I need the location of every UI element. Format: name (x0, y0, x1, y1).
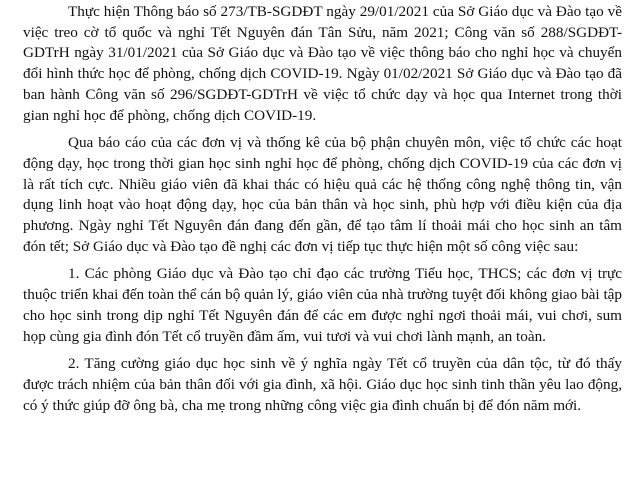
paragraph-report: Qua báo cáo của các đơn vị và thống kê của bộ phận chuyên môn, việc tổ chức các hoạt động dạy, học trong thời gian học sinh nghỉ học để phòng, chống dịch COVID-19 của các đơn vị là rất tích cực. Nhiều giáo viên đã khai thác có hiệu quả các hệ thống công nghệ thông tin, vận dụng linh hoạt vào hoạt động dạy, học của bản thân và học sinh, phù hợp với điều kiện của địa phương. Ngày nghỉ Tết Nguyên đán đang đến gần, để tạo tâm lí thoải mái cho học sinh an tâm đón tết; Sở Giáo dục và Đào tạo đề nghị các đơn vị tiếp tục thực hiện một số công việc sau: (23, 134, 622, 255)
paragraph-item-2: 2. Tăng cường giáo dục học sinh về ý nghĩa ngày Tết cổ truyền của dân tộc, từ đó thấy được trách nhiệm của bản thân đối với gia đình, xã hội. Giáo dục học sinh tinh thần yêu lao động, có ý thức giúp đỡ ông bà, cha mẹ trong những công việc gia đình chuẩn bị để đón năm mới. (23, 355, 622, 414)
paragraph-item-1: 1. Các phòng Giáo dục và Đào tạo chỉ đạo các trường Tiểu học, THCS; các đơn vị trực thuộc triển khai đến toàn thể cán bộ quản lý, giáo viên của nhà trường tuyệt đối không giao bài tập cho học sinh trong dịp nghỉ Tết Nguyên đán để các em được nghỉ ngơi thoải mái, vui chơi, sum họp cùng gia đình đón Tết cổ truyền đầm ấm, vui tươi và vui chơi lành mạnh, an toàn. (23, 265, 622, 345)
paragraph-intro: Thực hiện Thông báo số 273/TB-SGDĐT ngày 29/01/2021 của Sở Giáo dục và Đào tạo về việc treo cờ tổ quốc và nghỉ Tết Nguyên đán Tân Sửu, năm 2021; Công văn số 288/SGDĐT-GDTrH ngày 31/01/2021 của Sở Giáo dục và Đào tạo về việc thông báo cho nghỉ học và chuyển đổi hình thức học để phòng, chống dịch COVID-19. Ngày 01/02/2021 Sở Giáo dục và Đào tạo đã ban hành Công văn số 296/SGDĐT-GDTrH về việc tổ chức dạy và học qua Internet trong thời gian nghỉ học để phòng, chống dịch COVID-19. (23, 3, 622, 124)
